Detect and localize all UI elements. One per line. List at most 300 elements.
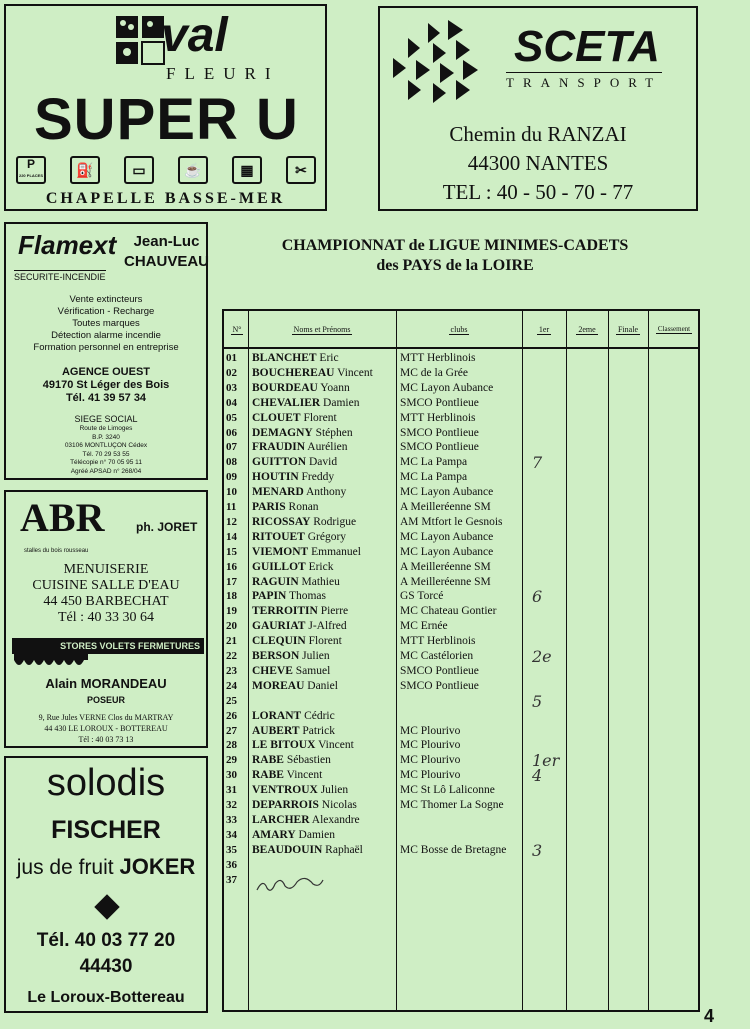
flamext-agency-title: AGENCE OUEST <box>61 366 150 378</box>
row-number: 33 <box>226 813 237 826</box>
competitor-last-name: BLANCHET <box>252 352 317 364</box>
header-second <box>566 325 608 334</box>
competitor-last-name: BEAUDOUIN <box>252 843 323 856</box>
competitor-name <box>252 366 392 381</box>
flamext-siege-title: SIEGE SOCIAL <box>74 414 138 424</box>
shop-icon: ▦ <box>232 156 262 184</box>
competitor-first-name: Daniel <box>307 679 338 692</box>
championship-title-line2: des PAYS de la LOIRE <box>376 257 534 274</box>
competitor-name <box>252 575 392 590</box>
competitor-last-name: CHEVE <box>252 664 293 677</box>
flamext-siege-line: B.P. 3240 <box>92 433 120 441</box>
table-row <box>224 560 698 575</box>
competitor-name <box>252 679 392 694</box>
table-row <box>224 485 698 500</box>
table-row <box>224 619 698 634</box>
abr-line2: CUISINE SALLE D'EAU <box>32 578 180 593</box>
competitor-name <box>252 396 392 411</box>
competitor-first-name: Vincent <box>286 769 323 782</box>
row-number: 23 <box>226 664 237 677</box>
grapes-logo-icon <box>114 14 166 66</box>
parking-icon <box>16 156 46 184</box>
row-number: 19 <box>226 605 237 618</box>
competitor-first-name: Thomas <box>288 590 327 603</box>
header-name <box>248 325 396 334</box>
competitor-first-name: Patrick <box>302 724 335 737</box>
competitor-first-name: Alexandre <box>311 813 360 826</box>
table-row <box>224 751 698 771</box>
flamext-siege-line: 03106 MONTLUÇON Cédex <box>64 442 148 449</box>
row-number: 21 <box>226 635 237 648</box>
table-row <box>224 453 698 473</box>
competitor-first-name: Florent <box>303 411 337 424</box>
competitor-first-name: Emmanuel <box>311 545 361 558</box>
flamext-last-name: CHAUVEAU <box>124 253 210 270</box>
competitor-last-name: FRAUDIN <box>252 441 306 454</box>
competitor-name <box>252 843 392 858</box>
competitor-club: MC Ernée <box>400 620 448 633</box>
row-number: 29 <box>226 754 237 767</box>
table-row <box>224 396 698 411</box>
abr-line1: MENUISERIE <box>63 562 149 577</box>
table-row <box>224 351 698 366</box>
abr-line3: 44 450 BARBECHAT <box>43 594 169 609</box>
competitor-first-name: Damien <box>298 828 335 841</box>
competitor-first-name: Rodrigue <box>313 515 357 528</box>
row-number: 25 <box>226 694 237 707</box>
competitor-first-name: Damien <box>323 396 360 409</box>
row-number: 32 <box>226 799 237 811</box>
header-name-label: Noms et Prénoms <box>293 325 351 334</box>
row-number: 20 <box>226 620 237 633</box>
flamext-siege <box>6 414 206 476</box>
row-number: 05 <box>226 411 237 424</box>
competitor-first-name: Julien <box>302 650 330 662</box>
handwritten-mark: 2e <box>532 647 552 666</box>
handwritten-mark: 1er <box>532 751 560 771</box>
solodis-postcode: 44430 <box>79 956 133 977</box>
abr-address <box>6 712 206 745</box>
table-row <box>224 366 698 381</box>
row-number: 35 <box>226 843 237 856</box>
table-row <box>224 691 698 711</box>
competitor-name <box>252 560 392 575</box>
competitor-first-name: Yoann <box>320 381 350 394</box>
competitor-club: SMCO Pontlieue <box>400 679 479 692</box>
competitor-name <box>252 664 392 679</box>
flamext-logo: Flamext <box>18 230 117 260</box>
competitor-club: MC La Pampa <box>400 456 468 469</box>
row-number: 08 <box>226 456 237 469</box>
table-row <box>224 679 698 694</box>
handwritten-mark: 7 <box>532 453 543 473</box>
competitor-club: MC Thomer La Sogne <box>400 799 504 811</box>
flamext-agency-phone: Tél. 41 39 57 34 <box>65 392 147 404</box>
competitor-first-name: Freddy <box>301 471 335 484</box>
competitor-club: MTT Herblinois <box>400 635 476 648</box>
table-row <box>224 828 698 843</box>
fuel-pump-icon: ⛽ <box>70 156 100 184</box>
flamext-agency-city: 49170 St Léger des Bois <box>42 379 170 391</box>
competitor-name <box>252 470 392 485</box>
competitor-first-name: Ronan <box>288 501 319 513</box>
location-text: CHAPELLE BASSE-MER <box>45 190 286 207</box>
competitor-last-name: AMARY <box>252 828 296 841</box>
competitor-first-name: Julien <box>320 784 349 797</box>
competitor-last-name: RAGUIN <box>252 575 299 588</box>
competitor-first-name: Mathieu <box>301 575 340 588</box>
competitor-club: SMCO Pontlieue <box>400 664 479 677</box>
competitor-name <box>252 634 392 649</box>
competitor-club: MC Plourivo <box>400 754 461 767</box>
sceta-ad <box>378 6 698 211</box>
competitor-last-name: LE BITOUX <box>252 739 316 752</box>
competitor-name <box>252 813 392 828</box>
solodis-brand: FISCHER <box>51 816 161 844</box>
competitor-last-name: DEMAGNY <box>252 426 313 439</box>
header-classement <box>648 325 700 333</box>
flamext-service: Détection alarme incendie <box>51 330 161 341</box>
competitor-club: A Meilleréenne SM <box>400 560 491 573</box>
solodis-joker: JOKER <box>119 854 196 879</box>
competitor-last-name: PAPIN <box>252 590 287 603</box>
competitor-last-name: RITOUET <box>252 530 305 543</box>
table-row <box>224 440 698 455</box>
table-row <box>224 530 698 545</box>
table-row <box>224 858 698 873</box>
flamext-service: Toutes marques <box>72 318 140 329</box>
solodis-contact <box>6 928 206 980</box>
table-row <box>224 709 698 724</box>
table-row <box>224 649 698 664</box>
competitor-last-name: BERSON <box>252 650 300 662</box>
flamext-siege-line: Agréé APSAD n° 268/04 <box>70 467 142 475</box>
competitor-name <box>252 351 392 366</box>
competitor-last-name: LARCHER <box>252 813 310 826</box>
competitor-first-name: Vincent <box>337 366 373 379</box>
row-number: 07 <box>226 441 237 454</box>
flamext-siege-line: Télécopie n° 70 05 95 11 <box>70 459 142 466</box>
competitor-club: GS Torcé <box>400 590 444 603</box>
superu-title: SUPER U <box>34 87 299 152</box>
car-wash-icon: ▭ <box>124 156 154 184</box>
championship-title-line1: CHAMPIONNAT de LIGUE MINIMES-CADETS <box>281 237 629 254</box>
handwritten-scribble <box>255 872 325 896</box>
competitor-name <box>252 828 392 843</box>
parking-places: 220 PLACES <box>18 173 43 178</box>
championship-title <box>240 236 670 276</box>
abr-ad <box>4 490 208 748</box>
solodis-city: Le Loroux-Bottereau <box>27 989 185 1006</box>
competitor-last-name: RABE <box>252 754 284 767</box>
solodis-jus <box>6 854 206 880</box>
superu-ad <box>4 4 327 211</box>
competitor-name <box>252 649 392 664</box>
competitor-name <box>252 709 392 724</box>
row-number: 26 <box>226 709 237 722</box>
competitor-club: MC Bosse de Bretagne <box>400 843 507 856</box>
competitor-name <box>252 381 392 396</box>
competitor-last-name: BOUCHEREAU <box>252 366 335 379</box>
competitor-club: MC Layon Aubance <box>400 486 494 499</box>
competitor-club: MC de la Grée <box>400 366 469 379</box>
header-second-label: 2eme <box>578 325 596 334</box>
diamond-icon <box>94 894 119 919</box>
table-row <box>224 545 698 560</box>
competitor-club: MC Plourivo <box>400 724 461 737</box>
competitor-last-name: MOREAU <box>252 679 305 692</box>
page-number: 4 <box>704 1006 715 1026</box>
competitor-club: MC La Pampa <box>400 471 468 484</box>
competitor-name <box>252 619 392 634</box>
competitor-first-name: Raphaël <box>325 843 363 856</box>
abr-owner: ph. JORET <box>136 520 198 534</box>
row-number: 15 <box>226 545 237 558</box>
table-header <box>224 311 698 349</box>
table-row <box>224 426 698 441</box>
table-row <box>224 813 698 828</box>
header-first-label: 1er <box>538 325 550 334</box>
handwritten-mark: 5 <box>532 691 543 711</box>
table-row <box>224 766 698 786</box>
competitor-first-name: Erick <box>308 560 334 573</box>
competitor-name <box>252 485 392 500</box>
table-row <box>224 738 698 753</box>
row-number: 03 <box>226 381 237 394</box>
competitor-club: MC Chateau Gontier <box>400 605 497 618</box>
solodis-ad <box>4 756 208 1013</box>
competitor-club: MTT Herblinois <box>400 411 476 424</box>
competitor-name <box>252 604 392 619</box>
table-row <box>224 411 698 426</box>
competitor-name <box>252 500 392 515</box>
table-row <box>224 724 698 739</box>
competitor-last-name: LORANT <box>252 709 302 722</box>
sceta-title: SCETA <box>514 22 660 71</box>
competitor-club: MC Layon Aubance <box>400 530 494 543</box>
flamext-agency <box>6 366 206 405</box>
flamext-ad <box>4 222 208 480</box>
competitor-first-name: Vincent <box>318 739 354 752</box>
flamext-tagline: SECURITE-INCENDIE <box>14 272 106 282</box>
competitor-last-name: MENARD <box>252 486 304 499</box>
solodis-jus-text: jus de fruit <box>16 856 114 879</box>
competitor-name <box>252 411 392 426</box>
competitor-first-name: Samuel <box>295 664 331 677</box>
row-number: 06 <box>226 426 237 439</box>
competitor-last-name: HOUTIN <box>252 471 299 484</box>
abr-addr2: 44 430 LE LOROUX - BOTTEREAU <box>44 724 168 733</box>
competitor-name <box>252 783 392 798</box>
row-number: 28 <box>226 739 237 752</box>
competitor-last-name: DEPARROIS <box>252 799 319 811</box>
competitor-club: SMCO Pontlieue <box>400 396 479 409</box>
row-number: 37 <box>226 873 237 886</box>
row-number: 01 <box>226 352 237 364</box>
competitor-name <box>252 440 392 455</box>
competitor-name <box>252 455 392 470</box>
competitor-first-name: Cédric <box>304 709 335 722</box>
flamext-contact-name <box>124 232 209 272</box>
handwritten-mark: 3 <box>532 840 543 860</box>
cafe-icon: ☕ <box>178 156 208 184</box>
row-number: 36 <box>226 858 237 871</box>
row-number: 34 <box>226 828 237 841</box>
row-number: 22 <box>226 650 237 662</box>
row-number: 24 <box>226 679 237 692</box>
row-number: 10 <box>226 486 237 499</box>
competitor-last-name: VIEMONT <box>252 545 309 558</box>
competitor-first-name: Sébastien <box>286 754 331 767</box>
competitor-last-name: CHEVALIER <box>252 396 321 409</box>
awning-icon <box>14 654 88 674</box>
sceta-address <box>380 120 696 207</box>
competitor-name <box>252 738 392 753</box>
competitor-last-name: GAURIAT <box>252 620 306 633</box>
competitor-club: MC Plourivo <box>400 739 461 752</box>
competitor-last-name: AUBERT <box>252 724 300 737</box>
abr-addr3: Tél : 40 03 73 13 <box>78 735 134 744</box>
flamext-services <box>6 294 206 354</box>
parking-badge: P <box>26 157 35 171</box>
solodis-phone: Tél. 40 03 77 20 <box>36 930 176 951</box>
competitor-last-name: RABE <box>252 769 284 782</box>
header-first <box>522 325 566 334</box>
competitor-last-name: TERROITIN <box>252 605 318 618</box>
competitor-name <box>252 768 392 783</box>
competitor-club: MTT Herblinois <box>400 352 476 364</box>
abr-stalles: stalles du bois rousseau <box>24 548 89 554</box>
competitor-last-name: RICOSSAY <box>252 515 311 528</box>
table-row <box>224 470 698 485</box>
competitor-club: A Meilleréenne SM <box>400 575 491 588</box>
table-row <box>224 798 698 813</box>
competitor-first-name: Florent <box>308 635 342 648</box>
service-icons <box>16 156 316 184</box>
competitor-name <box>252 753 392 768</box>
competitor-last-name: PARIS <box>252 501 286 513</box>
row-number: 04 <box>226 396 237 409</box>
abr-poseur <box>6 676 206 708</box>
abr-name: Alain MORANDEAU <box>45 676 167 691</box>
solodis-title: solodis <box>46 762 166 804</box>
abr-line4: Tél : 40 33 30 64 <box>57 610 155 625</box>
table-row <box>224 634 698 649</box>
competitor-name <box>252 798 392 813</box>
table-row <box>224 840 698 860</box>
flamext-first-name: Jean-Luc <box>133 233 200 250</box>
table-row <box>224 575 698 590</box>
competitor-first-name: Pierre <box>320 605 349 618</box>
competitor-last-name: VENTROUX <box>252 784 318 797</box>
row-number: 16 <box>226 560 237 573</box>
sceta-address-line2: 44300 NANTES <box>467 151 609 175</box>
sceta-subtitle: TRANSPORT <box>506 72 662 91</box>
competitor-last-name: BOURDEAU <box>252 381 318 394</box>
competitor-name <box>252 426 392 441</box>
competitor-name <box>252 545 392 560</box>
competitor-club: MC Plourivo <box>400 769 461 782</box>
service-icon: ✂ <box>286 156 316 184</box>
table-row <box>224 783 698 798</box>
sceta-address-line1: Chemin du RANZAI <box>449 122 627 146</box>
header-finale <box>608 325 648 334</box>
header-num <box>226 325 248 334</box>
competitor-name <box>252 724 392 739</box>
row-number: 18 <box>226 590 237 603</box>
competitor-first-name: Anthony <box>306 486 347 499</box>
row-number: 09 <box>226 471 237 484</box>
table-row <box>224 587 698 607</box>
competitor-first-name: Grégory <box>307 530 347 543</box>
row-number: 30 <box>226 769 237 782</box>
abr-logo: ABR <box>20 495 105 540</box>
abr-stores-banner: STORES VOLETS FERMETURES <box>12 638 204 654</box>
sceta-phone: TEL : 40 - 50 - 70 - 77 <box>442 180 634 204</box>
row-number: 02 <box>226 366 237 379</box>
competitor-last-name: CLEQUIN <box>252 635 306 648</box>
abr-role: POSEUR <box>86 695 125 705</box>
competitor-last-name: GUILLOT <box>252 560 306 573</box>
competitor-club: SMCO Pontlieue <box>400 441 479 454</box>
flamext-service: Vente extincteurs <box>69 294 143 305</box>
competitor-club: SMCO Pontlieue <box>400 426 479 439</box>
competitor-first-name: David <box>308 456 338 469</box>
row-number: 31 <box>226 784 237 797</box>
competitor-name <box>252 589 392 604</box>
competitor-last-name: CLOUET <box>252 411 301 424</box>
table-row <box>224 500 698 515</box>
competitor-first-name: Stéphen <box>315 426 353 439</box>
competitor-first-name: Aurélien <box>307 441 348 454</box>
fleuri-text: FLEURI <box>166 64 280 83</box>
header-club <box>396 325 522 334</box>
header-club-label: clubs <box>450 325 468 334</box>
sceta-diamonds-logo-icon <box>388 18 498 113</box>
flamext-service: Vérification - Recharge <box>57 306 155 317</box>
row-number: 14 <box>226 530 237 543</box>
header-num-label: N° <box>232 325 242 334</box>
abr-details <box>6 562 206 626</box>
competitor-club: MC Layon Aubance <box>400 545 494 558</box>
table-row <box>224 664 698 679</box>
header-classement-label: Classement <box>657 325 691 333</box>
val-logo-text: val <box>161 9 228 62</box>
row-number: 27 <box>226 724 237 737</box>
handwritten-mark: 4 <box>532 766 543 786</box>
competitor-last-name: GUITTON <box>252 456 307 469</box>
table-row <box>224 515 698 530</box>
competitor-name <box>252 515 392 530</box>
competitor-club: AM Mtfort le Gesnois <box>400 515 503 528</box>
header-finale-label: Finale <box>618 325 638 334</box>
row-number: 12 <box>226 515 237 528</box>
competitor-club: MC Layon Aubance <box>400 381 494 394</box>
competitor-club: MC Castélorien <box>400 650 474 662</box>
row-number: 11 <box>226 501 237 513</box>
flamext-siege-line: Tél. 70 29 53 55 <box>82 450 130 458</box>
table-row <box>224 381 698 396</box>
flamext-service: Formation personnel en entreprise <box>33 342 179 353</box>
table-row <box>224 604 698 619</box>
competitor-first-name: Nicolas <box>321 799 357 811</box>
row-number: 17 <box>226 575 237 588</box>
results-table <box>222 309 700 1012</box>
flamext-siege-line: Route de Limoges <box>79 425 133 432</box>
competitor-name <box>252 530 392 545</box>
handwritten-mark: 6 <box>532 587 543 607</box>
competitor-first-name: Eric <box>319 352 339 364</box>
